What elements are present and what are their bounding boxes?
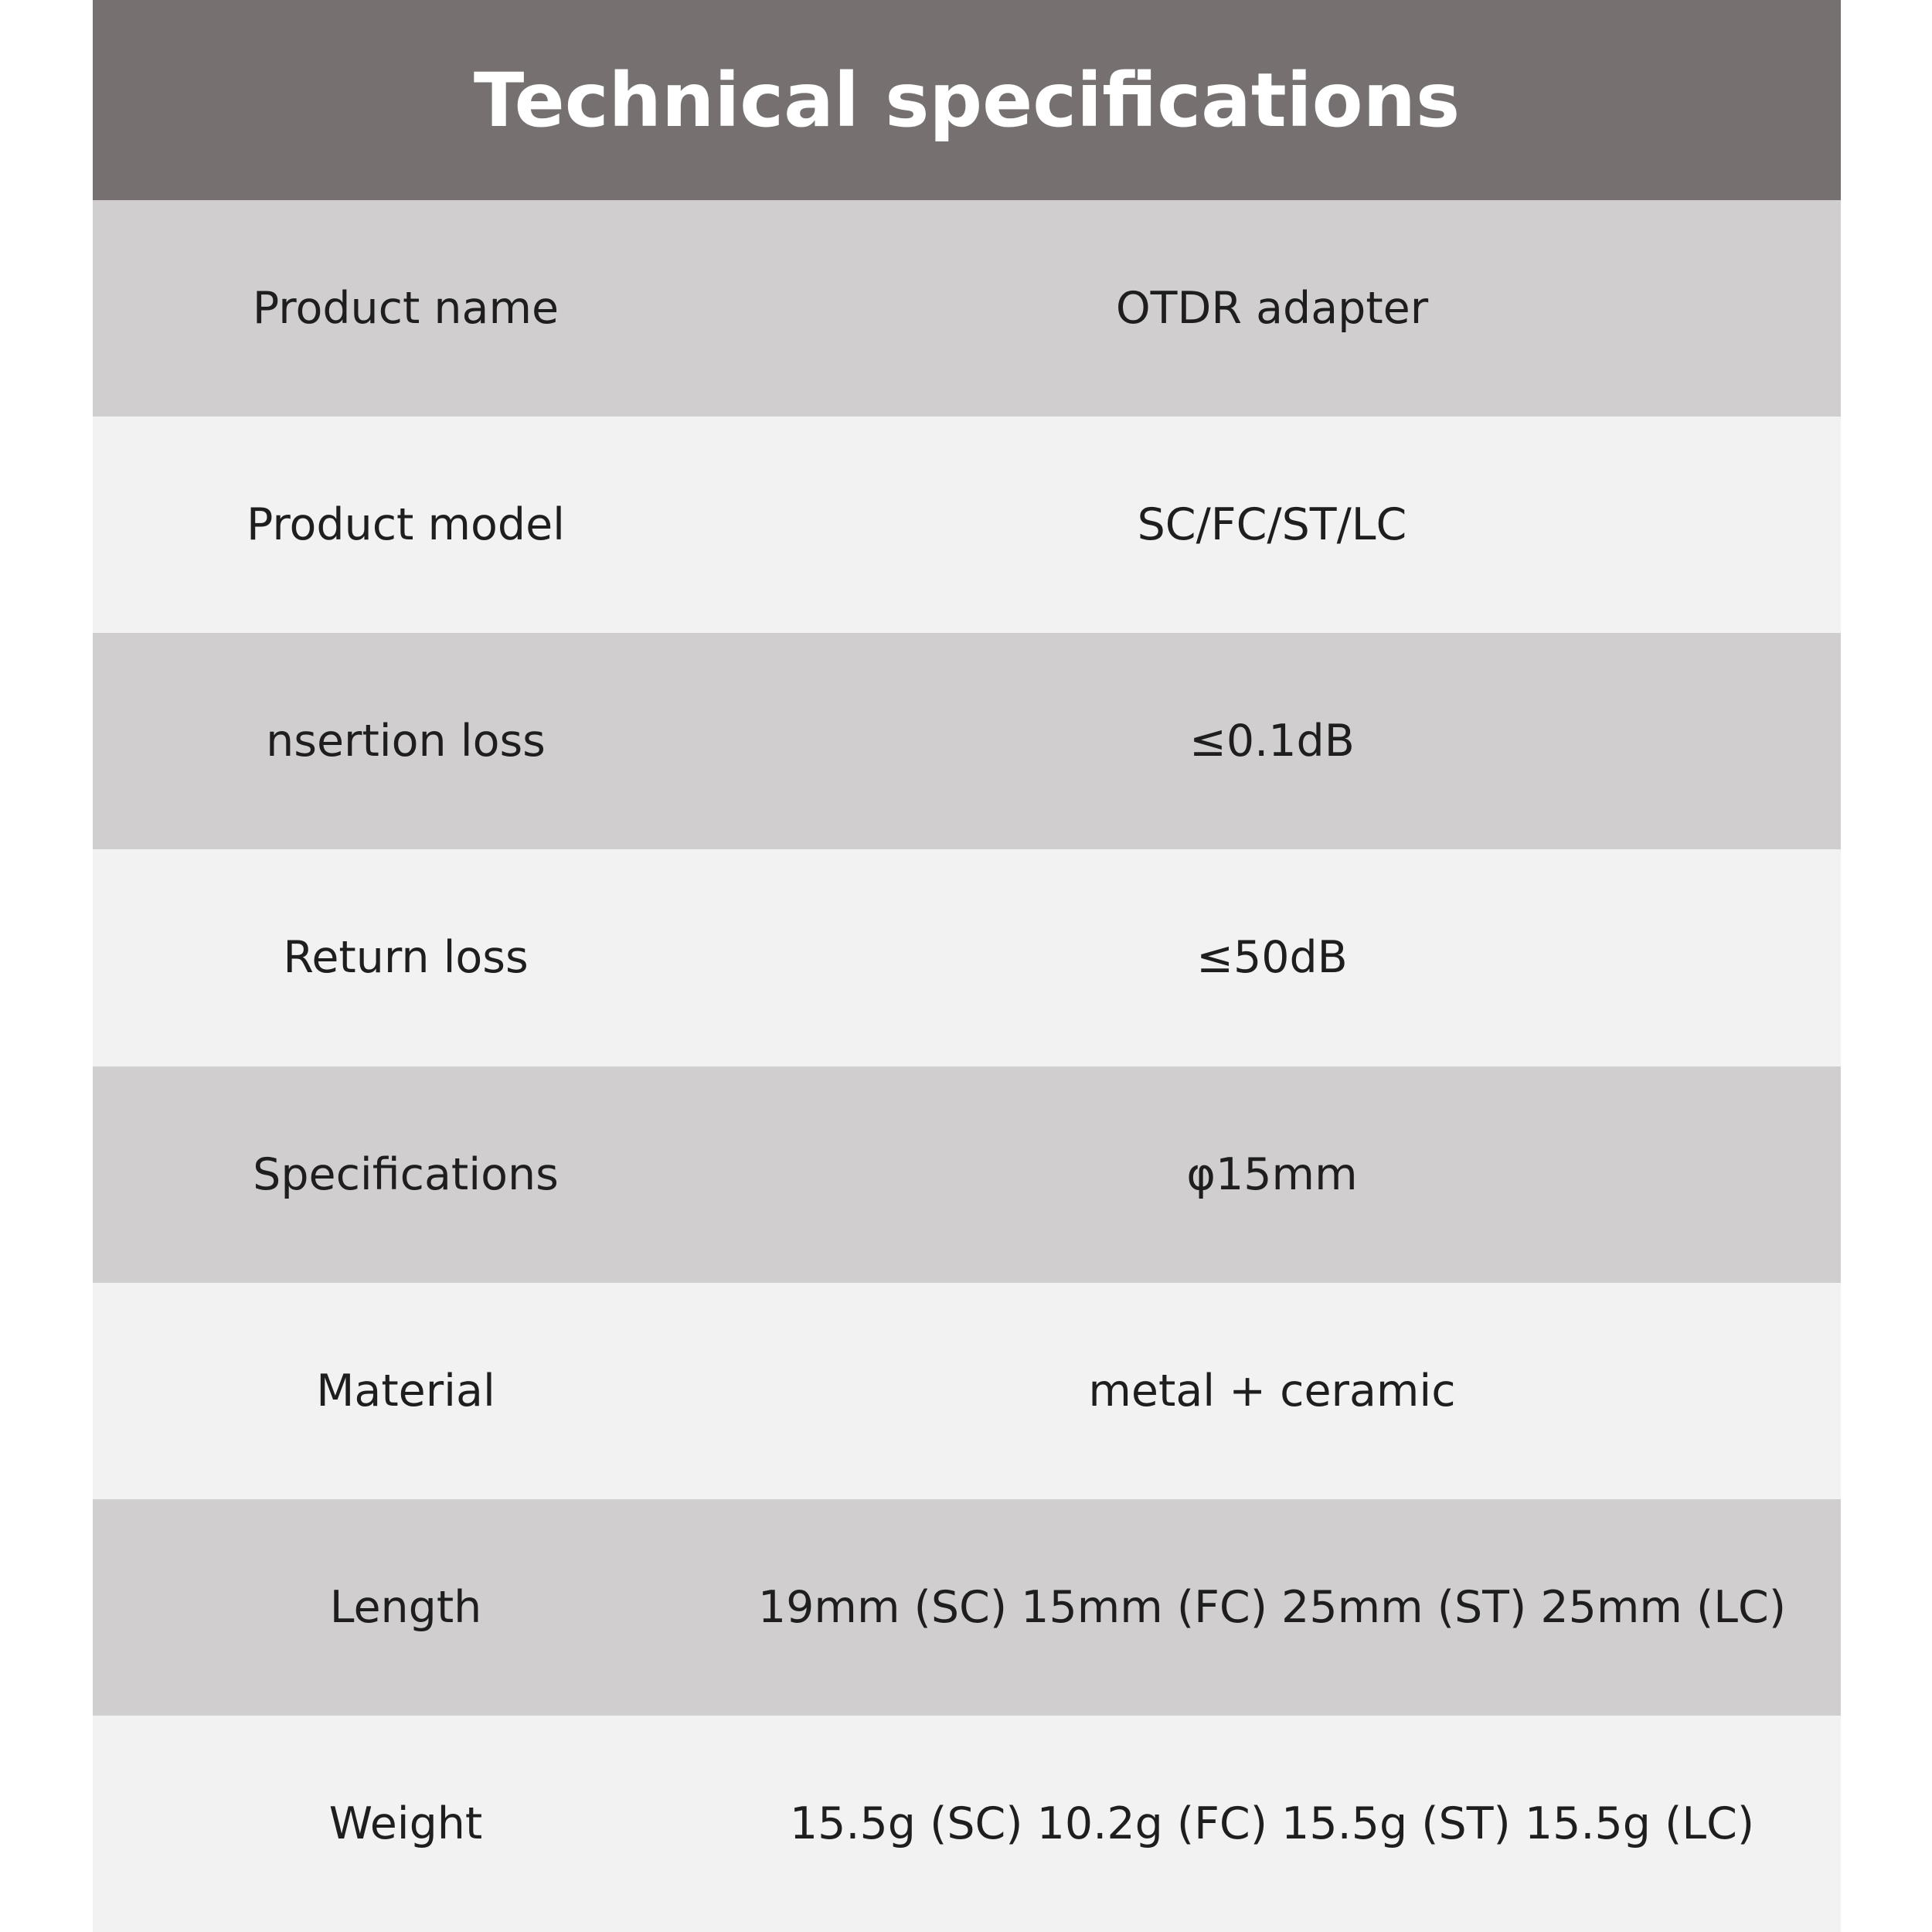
spec-header <box>93 0 1841 200</box>
spec-row-length <box>93 1499 1841 1716</box>
spec-label: Weight <box>328 1798 483 1849</box>
spec-label: Specifications <box>253 1148 559 1200</box>
spec-value: ≤0.1dB <box>1189 716 1355 767</box>
spec-row-return-loss <box>93 849 1841 1066</box>
spec-row-product-name <box>93 200 1841 417</box>
spec-label: Length <box>329 1581 482 1633</box>
spec-label: Material <box>316 1365 495 1417</box>
spec-label: nsertion loss <box>266 716 546 767</box>
spec-row-specifications <box>93 1066 1841 1283</box>
spec-label: Product name <box>252 283 560 335</box>
spec-sheet <box>93 0 1841 1932</box>
spec-value: φ15mm <box>1186 1148 1358 1200</box>
spec-value: 19mm (SC) 15mm (FC) 25mm (ST) 25mm (LC) <box>757 1581 1787 1633</box>
spec-row-product-model <box>93 417 1841 633</box>
spec-row-material <box>93 1283 1841 1499</box>
spec-label: Return loss <box>283 932 529 984</box>
spec-value: metal + ceramic <box>1088 1365 1456 1417</box>
spec-value: SC/FC/ST/LC <box>1137 499 1407 551</box>
spec-value: ≤50dB <box>1196 932 1348 984</box>
spec-row-weight <box>93 1716 1841 1932</box>
spec-value: OTDR adapter <box>1115 283 1429 335</box>
spec-value: 15.5g (SC) 10.2g (FC) 15.5g (ST) 15.5g (LC) <box>789 1798 1755 1849</box>
page-title: Technical specifications <box>473 56 1461 144</box>
spec-label: Product model <box>246 499 566 551</box>
spec-row-insertion-loss <box>93 633 1841 849</box>
spec-table <box>93 200 1841 1932</box>
